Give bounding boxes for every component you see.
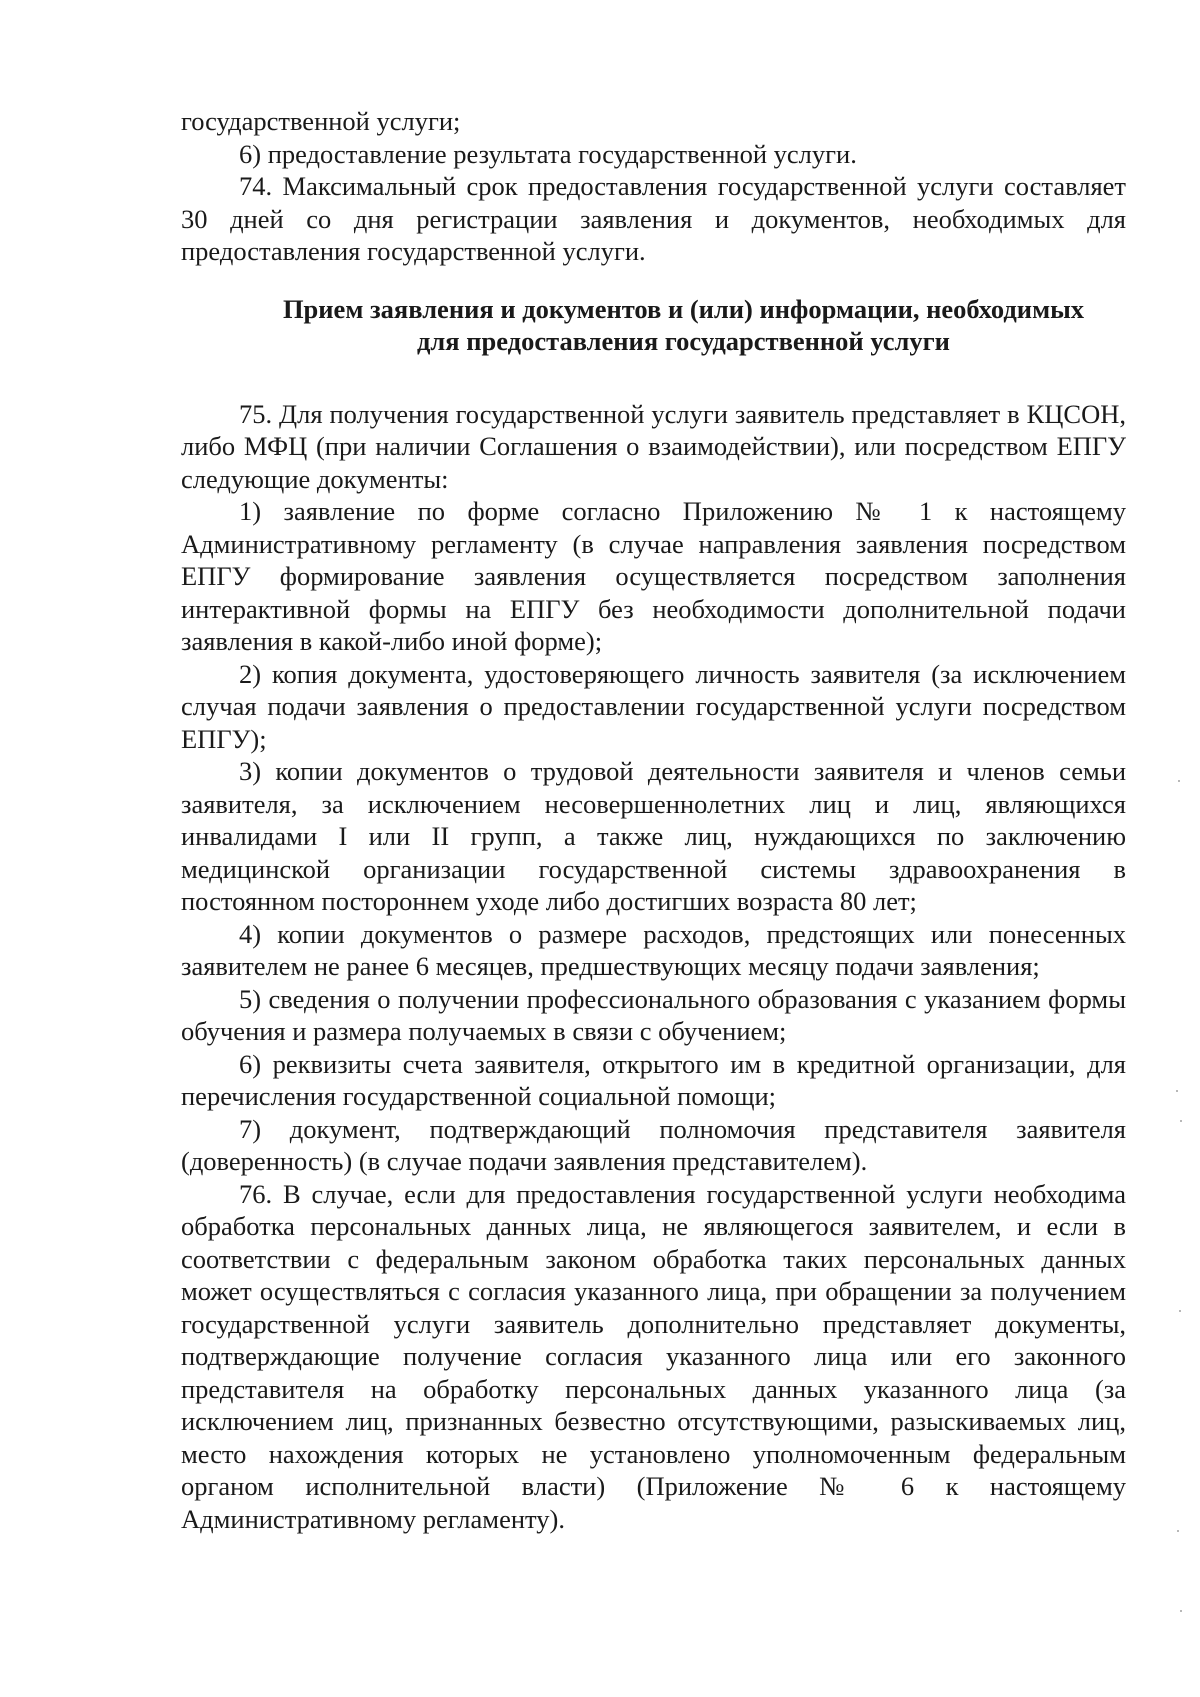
section-heading-line-2: для предоставления государственной услуги (417, 325, 950, 356)
scan-speck (1178, 780, 1180, 782)
section-heading-line-1: Прием заявления и документов и (или) информации, необходимых (282, 293, 1085, 324)
list-item-7: 7) документ, подтверждающий полномочия представителя заявителя (доверенность) (в случае подачи заявления представителем). (181, 1113, 1126, 1176)
paragraph-74: 74. Максимальный срок предоставления государственной услуги составляет 30 дней со дня регистрации заявления и документов, необходимых для предоставления государственной услуги. (181, 171, 1126, 266)
scan-speck (1180, 1610, 1182, 1612)
list-item-4: 4) копии документов о размере расходов, предстоящих или понесенных заявителем не ранее 6 месяцев, предшествующих месяцу подачи заявления; (181, 918, 1126, 981)
scan-speck (1177, 1530, 1179, 1532)
list-item-6: 6) предоставление результата государственной услуги. (239, 138, 857, 169)
section-heading (181, 293, 1126, 357)
scan-speck (1180, 1120, 1182, 1122)
paragraph-75: 75. Для получения государственной услуги заявитель представляет в КЦСОН, либо МФЦ (при наличии Соглашения о взаимодействии), или посредством ЕПГУ следующие документы: (181, 398, 1126, 494)
paragraph-76: 76. В случае, если для предоставления государственной услуги необходима обработка персональных данных лица, не являющегося заявителем, и если в соответствии с федеральным законом обработка таких персональных данных может осуществляться с согласия указанного лица, при обращении за получением государственной услуги заявитель дополнительно представляет документы, подтверждающие получение согласия указанного лица или его законного представителя на обработку персональных данных указанного лица (за исключением лиц, признанных безвестно отсутствующими, разыскиваемых лиц, место нахождения которых не установлено уполномоченным федеральным органом исполнительной власти) (Приложение № 6 к настоящему Административному регламенту). (181, 1178, 1126, 1534)
list-item-1: 1) заявление по форме согласно Приложению № 1 к настоящему Административному регламенту (в случае направления заявления посредством ЕПГУ формирование заявления осуществляется посредством заполнения интерактивной формы на ЕПГУ без необходимости дополнительной подачи заявления в какой-либо иной форме); (181, 496, 1126, 656)
list-item-6b: 6) реквизиты счета заявителя, открытого им в кредитной организации, для перечисления государственной социальной помощи; (181, 1048, 1126, 1111)
scan-speck (1176, 1090, 1178, 1092)
document-body (181, 105, 1126, 1535)
list-item-3: 3) копии документов о трудовой деятельности заявителя и членов семьи заявителя, за исключением несовершеннолетних лиц и лиц, являющихся инвалидами I или II групп, а также лиц, нуждающихся по заключению медицинской организации государственной системы здравоохранения в постоянном постороннем уходе либо достигших возраста 80 лет; (181, 756, 1126, 916)
paragraph-continuation: государственной услуги; (181, 106, 461, 136)
scan-speck (1179, 1310, 1181, 1312)
list-item-5: 5) сведения о получении профессионального образования с указанием формы обучения и размера получаемых в связи с обучением; (181, 983, 1126, 1046)
list-item-2: 2) копия документа, удостоверяющего личность заявителя (за исключением случая подачи заявления о предоставлении государственной услуги посредством ЕПГУ); (181, 658, 1126, 754)
